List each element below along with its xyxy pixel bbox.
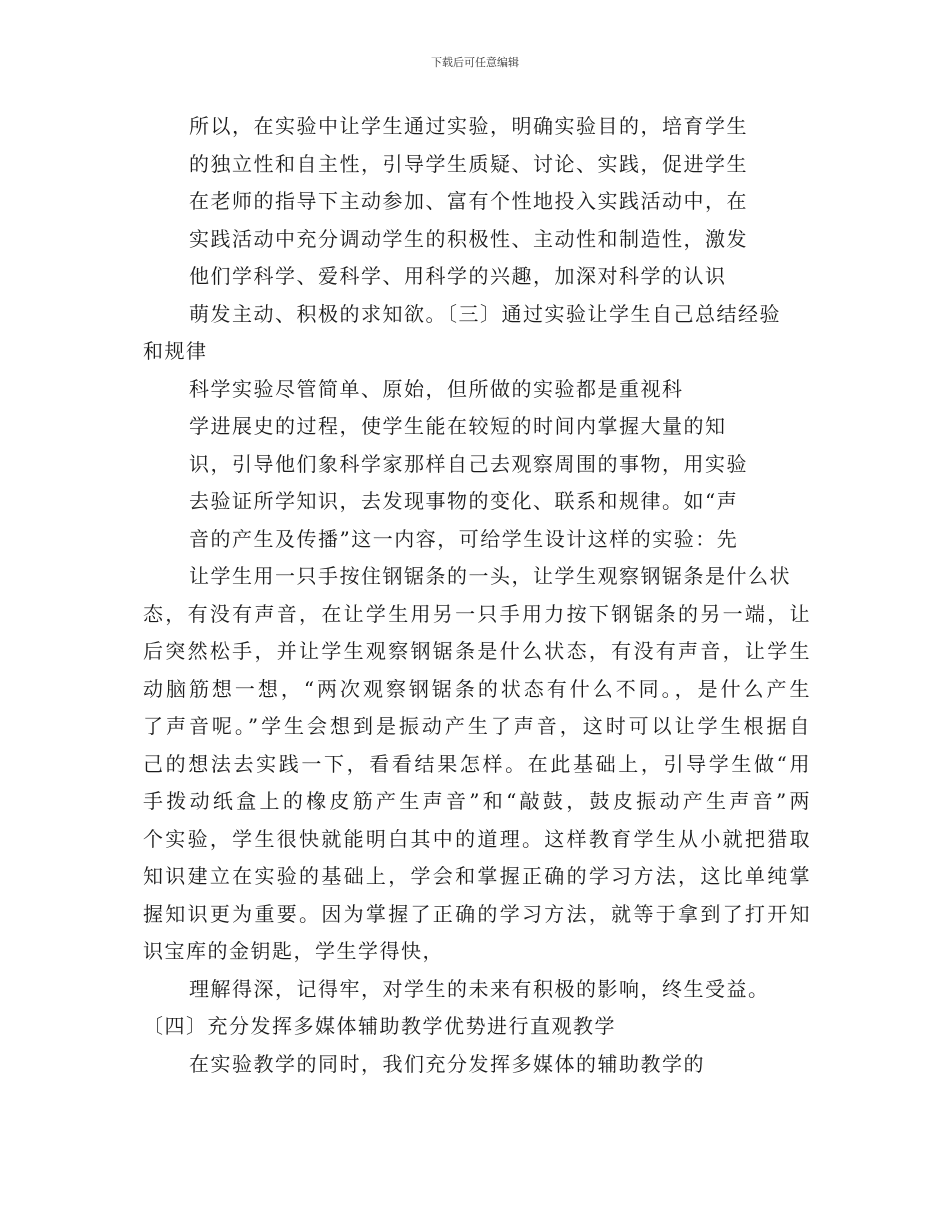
text-line: 他们学科学、爱科学、用科学的兴趣，加深对科学的认识 (189, 264, 727, 288)
text-line: 知识建立在实验的基础上，学会和掌握正确的学习方法，这比单纯掌 (143, 864, 811, 888)
text-line: 萌发主动、积极的求知欲。〔三〕通过实验让学生自己总结经验 (189, 301, 781, 326)
text-line: 所以，在实验中让学生通过实验，明确实验目的，培育学生 (189, 114, 748, 138)
text-line: 动脑筋想一想，“两次观察钢锯条的状态有什么不同。，是什么产生 (143, 676, 811, 701)
text-line: 和规律 (143, 339, 208, 363)
text-line: 学进展史的过程，使学生能在较短的时间内掌握大量的知 (189, 414, 727, 438)
text-line: 了声音呢。”学生会想到是振动产生了声音，这时可以让学生根据自 (143, 714, 811, 738)
page-header: 下载后可任意编辑 (431, 56, 519, 69)
text-line: 个实验，学生很快就能明白其中的道理。这样教育学生从小就把猎取 (143, 826, 811, 851)
text-line: 去验证所学知识，去发现事物的变化、联系和规律。如“声 (189, 489, 739, 513)
text-line: 识宝库的金钥匙，学生学得快， (143, 939, 444, 963)
text-line: 实践活动中充分调动学生的积极性、主动性和制造性，激发 (189, 226, 748, 251)
text-line: 科学实验尽管简单、原始，但所做的实验都是重视科 (189, 376, 684, 401)
document-body (143, 108, 823, 1083)
text-line: 的独立性和自主性，引导学生质疑、讨论、实践，促进学生 (189, 151, 748, 176)
text-line: 在实验教学的同时，我们充分发挥多媒体的辅助教学的 (189, 1051, 705, 1076)
text-line: 握知识更为重要。因为掌握了正确的学习方法，就等于拿到了打开知 (143, 901, 811, 926)
text-line: 识，引导他们象科学家那样自己去观察周围的事物，用实验 (189, 451, 748, 476)
text-line: 己的想法去实践一下，看看结果怎样。在此基础上，引导学生做“用 (143, 751, 811, 776)
text-line: 后突然松手，并让学生观察钢锯条是什么状态，有没有声音，让学生 (143, 639, 811, 663)
text-line: 让学生用一只手按住钢锯条的一头，让学生观察钢锯条是什么状 (189, 564, 791, 588)
text-line: 态，有没有声音，在让学生用另一只手用力按下钢锯条的另一端，让 (143, 601, 811, 626)
text-line: 〔四〕充分发挥多媒体辅助教学优势进行直观教学 (143, 1014, 616, 1038)
text-line: 在老师的指导下主动参加、富有个性地投入实践活动中，在 (189, 189, 748, 213)
text-line: 音的产生及传播”这一内容，可给学生设计这样的实验：先 (189, 526, 739, 551)
text-line: 理解得深，记得牢，对学生的未来有积极的影响，终生受益。 (189, 976, 770, 1001)
text-line: 手拨动纸盒上的橡皮筋产生声音”和“敲鼓，鼓皮振动产生声音”两 (143, 789, 811, 813)
